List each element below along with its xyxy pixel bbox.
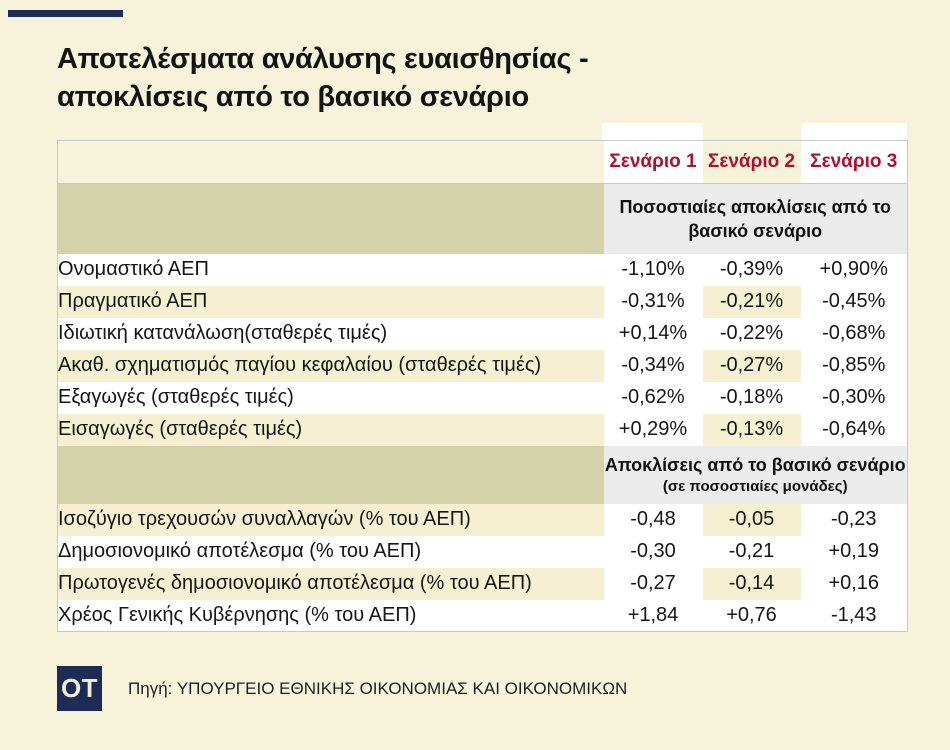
value-cell: -0,23 <box>801 504 908 536</box>
row-label: Εισαγωγές (σταθερές τιμές) <box>58 414 604 446</box>
table-row <box>58 382 908 414</box>
row-label: Ονομαστικό ΑΕΠ <box>58 254 604 286</box>
sensitivity-table <box>57 140 908 632</box>
value-cell: -0,14 <box>703 568 801 600</box>
row-label: Πραγματικό ΑΕΠ <box>58 286 604 318</box>
value-cell: -0,05 <box>703 504 801 536</box>
value-cell: +0,90% <box>801 254 908 286</box>
value-cell: -0,30 <box>604 536 703 568</box>
value-cell: -0,85% <box>801 350 908 382</box>
ot-logo: OT <box>57 666 102 711</box>
value-cell: -0,30% <box>801 382 908 414</box>
value-cell: +0,16 <box>801 568 908 600</box>
section2-band-line1: Αποκλίσεις από το βασικό σενάριο <box>604 454 906 475</box>
value-cell: +0,76 <box>703 600 801 632</box>
table-row <box>58 286 908 318</box>
section2-band-text <box>604 446 908 504</box>
row-label: Ισοζύγιο τρεχουσών συναλλαγών (% του ΑΕΠ) <box>58 504 604 536</box>
scenario2-header: Σενάριο 2 <box>707 151 796 172</box>
value-cell: -0,21% <box>703 286 801 318</box>
value-cell: +0,19 <box>801 536 908 568</box>
row-label: Ιδιωτική κατανάλωση(σταθερές τιμές) <box>58 318 604 350</box>
table-row <box>58 568 908 600</box>
table-row <box>58 318 908 350</box>
table-row <box>58 254 908 286</box>
value-cell: +1,84 <box>604 600 703 632</box>
value-cell: -0,31% <box>604 286 703 318</box>
value-cell: -0,27 <box>604 568 703 600</box>
table-row <box>58 504 908 536</box>
page-title-line1: Αποτελέσματα ανάλυσης ευαισθησίας - <box>57 43 589 75</box>
scenario1-column-cap <box>602 123 703 141</box>
row-label: Ακαθ. σχηματισμός παγίου κεφαλαίου (σταθερές τιμές) <box>58 350 604 382</box>
value-cell: -0,64% <box>801 414 908 446</box>
section1-band-line1: Ποσοστιαίες αποκλίσεις από το <box>619 196 892 217</box>
page-title-line2: αποκλίσεις από το βασικό σενάριο <box>57 81 529 113</box>
row-label: Εξαγωγές (σταθερές τιμές) <box>58 382 604 414</box>
value-cell: -0,68% <box>801 318 908 350</box>
section2-band-label-area <box>58 446 604 504</box>
page-title <box>57 40 917 116</box>
section1-band-label-area <box>58 184 604 254</box>
table-row <box>58 536 908 568</box>
section1-band-line2: βασικό σενάριο <box>688 220 823 241</box>
table-row <box>58 600 908 632</box>
section1-band-row <box>58 184 908 254</box>
row-label: Δημοσιονομικό αποτέλεσμα (% του ΑΕΠ) <box>58 536 604 568</box>
section2-band-line2: (σε ποσοστιαίες μονάδες) <box>662 477 848 495</box>
table-row <box>58 414 908 446</box>
value-cell: -0,39% <box>703 254 801 286</box>
top-accent-bar <box>8 10 123 17</box>
value-cell: -0,62% <box>604 382 703 414</box>
row-label: Πρωτογενές δημοσιονομικό αποτέλεσμα (% του ΑΕΠ) <box>58 568 604 600</box>
header-spacer <box>58 141 604 184</box>
value-cell: -0,48 <box>604 504 703 536</box>
row-label: Χρέος Γενικής Κυβέρνησης (% του ΑΕΠ) <box>58 600 604 632</box>
table-row <box>58 350 908 382</box>
value-cell: -1,43 <box>801 600 908 632</box>
value-cell: -0,21 <box>703 536 801 568</box>
value-cell: +0,14% <box>604 318 703 350</box>
value-cell: -0,18% <box>703 382 801 414</box>
scenario1-header: Σενάριο 1 <box>604 141 703 184</box>
scenario-header-row <box>58 141 908 184</box>
value-cell: -0,27% <box>703 350 801 382</box>
scenario3-column-cap <box>801 123 907 141</box>
value-cell: -0,22% <box>703 318 801 350</box>
value-cell: -0,45% <box>801 286 908 318</box>
scenario3-header: Σενάριο 3 <box>801 141 908 184</box>
section2-band-row <box>58 446 908 504</box>
value-cell: -0,13% <box>703 414 801 446</box>
source-text: Πηγή: ΥΠΟΥΡΓΕΙΟ ΕΘΝΙΚΗΣ ΟΙΚΟΝΟΜΙΑΣ ΚΑΙ ΟΙΚΟΝΟΜΙΚΩΝ <box>128 678 628 698</box>
value-cell: -0,34% <box>604 350 703 382</box>
value-cell: -1,10% <box>604 254 703 286</box>
value-cell: +0,29% <box>604 414 703 446</box>
section1-band-text <box>604 184 908 254</box>
